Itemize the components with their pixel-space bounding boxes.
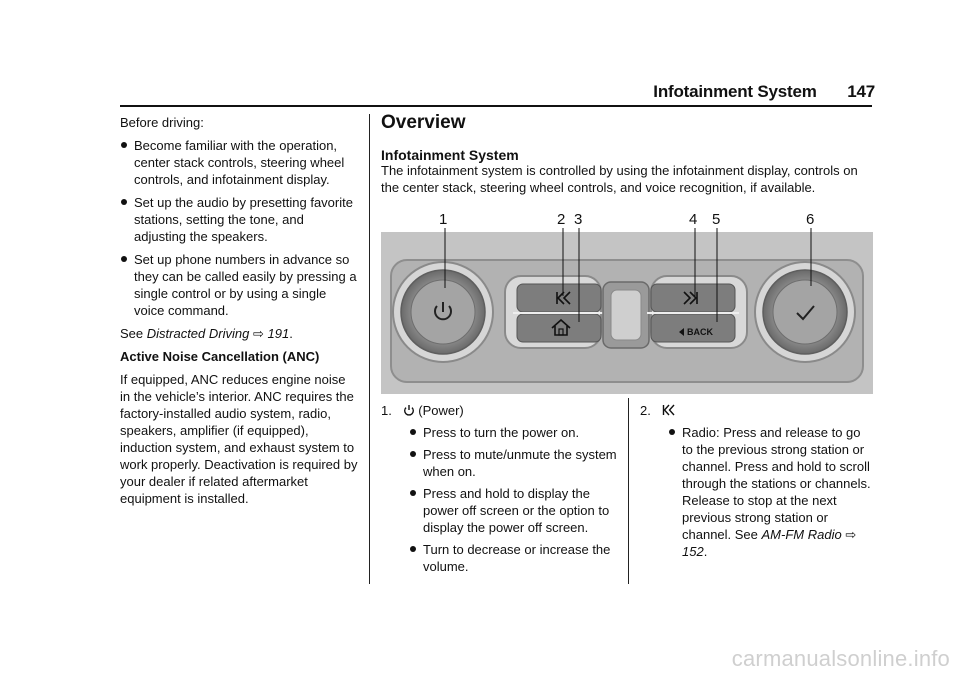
left-column: [120, 114, 358, 513]
center-slot: [603, 282, 649, 348]
see-prefix: See: [120, 326, 147, 341]
list-item: Press to mute/unmute the system when on.: [409, 446, 621, 480]
list-item: Turn to decrease or increase the volume.: [409, 541, 621, 575]
item-2-bullets: [668, 424, 872, 560]
left-button-pad: [505, 276, 605, 348]
page-number: 147: [847, 82, 875, 101]
list-item: [668, 424, 872, 560]
callout-5: 5: [712, 211, 721, 228]
power-knob: [393, 262, 493, 362]
see-page-number[interactable]: 152: [682, 544, 704, 559]
before-driving-label: Before driving:: [120, 115, 204, 130]
see-page-number[interactable]: 191: [267, 326, 290, 341]
controls-figure: [381, 204, 873, 394]
select-knob: [755, 262, 855, 362]
callout-6: 6: [806, 211, 815, 228]
item-2-text: Radio: Press and release to go to the previous strong station or channel. Press and hold to scroll through the stations or channels. Release to stop at the next previous strong station or channel. See: [682, 425, 871, 542]
item-1-power: [381, 402, 621, 580]
watermark: carmanualsonline.info: [731, 646, 950, 671]
seek-back-icon: [662, 404, 676, 416]
infotainment-subtitle: Infotainment System: [381, 147, 519, 163]
page-header: [653, 82, 875, 102]
back-label: BACK: [687, 327, 713, 337]
callout-2: 2: [557, 211, 566, 228]
item-number: 2.: [640, 403, 651, 418]
item-2-heading: [640, 402, 872, 419]
callout-3: 3: [574, 211, 583, 228]
controls-illustration: [381, 204, 873, 394]
item-1-label: (Power): [418, 403, 464, 418]
see-suffix: .: [289, 326, 293, 341]
list-item: Set up the audio by presetting favorite stations, setting the tone, and adjusting the speakers.: [120, 194, 358, 245]
see-link-am-fm-radio[interactable]: AM-FM Radio: [761, 527, 842, 542]
list-item: Become familiar with the operation, center stack controls, steering wheel controls, and infotainment display.: [120, 137, 358, 188]
item-1-bullets: [409, 424, 621, 575]
column-divider-left: [369, 114, 370, 584]
intro-paragraph: The infotainment system is controlled by using the infotainment display, controls on the center stack, steering wheel controls, and voice recognition, if available.: [381, 163, 858, 195]
list-item: Set up phone numbers in advance so they can be called easily by pressing a single control or by using a single voice command.: [120, 251, 358, 319]
see-reference: [120, 325, 358, 342]
overview-title: Overview: [381, 112, 466, 133]
see-link-distracted-driving[interactable]: Distracted Driving: [146, 326, 250, 341]
item-2-seek-back: [640, 402, 872, 565]
column-divider-right: [628, 398, 629, 584]
header-rule: [120, 105, 872, 107]
item-1-heading: [381, 402, 621, 419]
page-arrow-icon: ⇨: [845, 527, 857, 542]
list-item: Press and hold to display the power off screen or the option to display the power off screen.: [409, 485, 621, 536]
item-number: 1.: [381, 403, 392, 418]
callout-4: 4: [689, 211, 698, 228]
anc-heading: Active Noise Cancellation (ANC): [120, 349, 320, 364]
callout-1: 1: [439, 211, 448, 228]
page-arrow-icon: ⇨: [252, 326, 264, 341]
section-title: Infotainment System: [653, 82, 817, 101]
before-driving-list: [120, 137, 358, 319]
see-suffix: .: [703, 544, 708, 559]
list-item: Press to turn the power on.: [409, 424, 621, 441]
right-button-pad: [647, 276, 747, 348]
anc-paragraph: If equipped, ANC reduces engine noise in the vehicle’s interior. ANC requires the factory-installed audio system, radio, speakers, amplifier (if equipped), induction system, and exhaust system to work properly. Deactivation is required by your dealer if related aftermarket equipment is installed.: [120, 372, 358, 506]
power-icon: [403, 404, 415, 416]
